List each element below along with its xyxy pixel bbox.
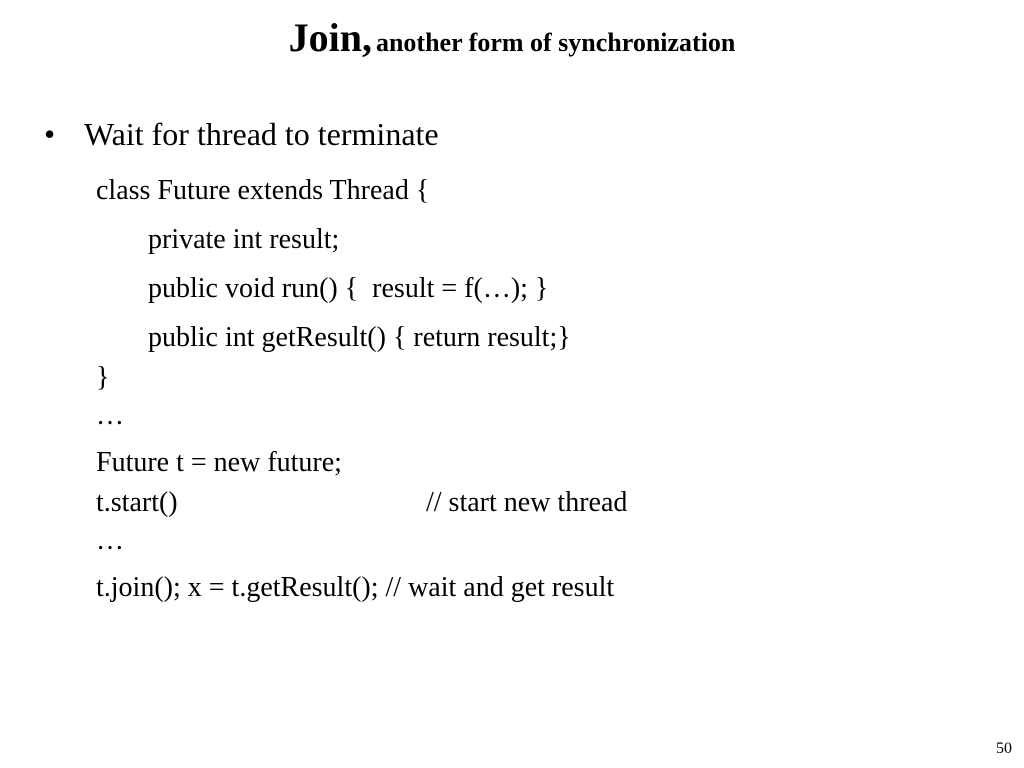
code-line-class-close: } [96, 362, 110, 393]
code-line-getresult-method: public int getResult() { return result;} [148, 322, 571, 353]
bullet-dot-icon: • [44, 116, 56, 152]
code-line-run-method: public void run() { result = f(…); } [148, 273, 549, 304]
code-start-comment: // start new thread [426, 487, 628, 518]
code-line-class-decl: class Future extends Thread { [96, 175, 430, 206]
code-line-future-decl: Future t = new future; [96, 447, 342, 478]
code-block [96, 166, 628, 612]
page-number: 50 [996, 740, 1012, 757]
title-subtitle: another form of synchronization [375, 28, 736, 57]
code-start-call: t.start() [96, 487, 178, 518]
slide-title [0, 14, 1024, 62]
code-line-join: t.join(); x = t.getResult(); // wait and get result [96, 572, 615, 603]
code-line-ellipsis: … [96, 400, 124, 431]
code-line-ellipsis-2: … [96, 525, 124, 556]
bullet-text: Wait for thread to terminate [84, 116, 439, 152]
bullet-item [44, 112, 439, 156]
title-main: Join, [288, 15, 372, 60]
code-line-field: private int result; [148, 224, 340, 255]
code-line-start [96, 487, 628, 525]
